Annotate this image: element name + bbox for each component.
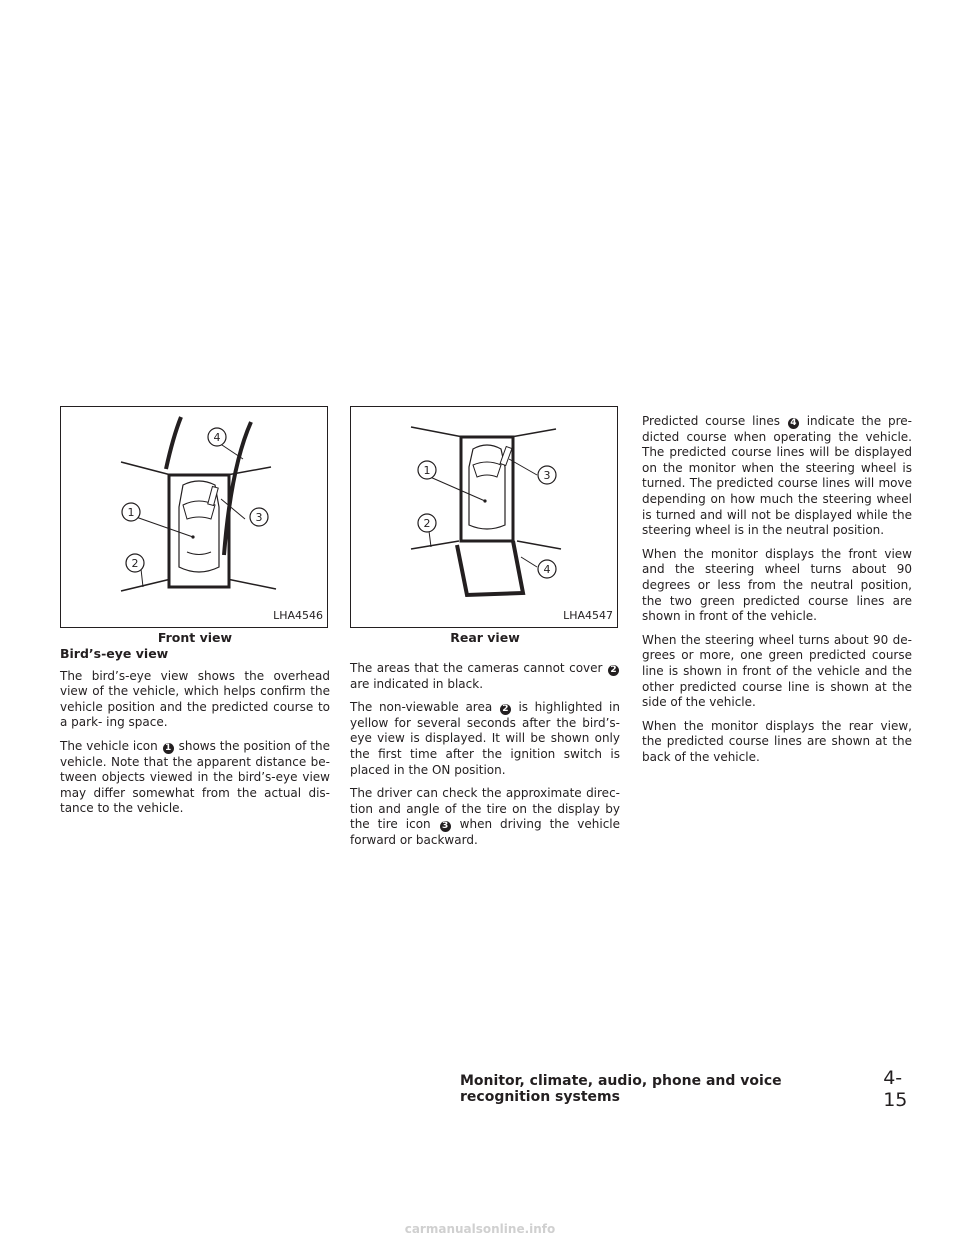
paragraph: When the steering wheel turns about 90 de- grees or more, one green predicted course line is shown in front of the vehicle and the other predicted course line is shown at the side of the vehicle. bbox=[642, 632, 912, 710]
text-run: Predicted course lines bbox=[642, 414, 781, 428]
callout-badge: 3 bbox=[440, 821, 451, 832]
callout-badge: 4 bbox=[788, 418, 799, 429]
figure-code: LHA4547 bbox=[563, 609, 613, 623]
column-2 bbox=[350, 406, 620, 857]
paragraph bbox=[642, 414, 912, 539]
paragraph bbox=[60, 739, 330, 817]
paragraph: When the monitor displays the rear view, the predicted course lines are shown at the back of the vehicle. bbox=[642, 718, 912, 764]
text-run: The vehicle icon bbox=[60, 738, 158, 753]
text-run: when driving the vehicle forward or backward. bbox=[350, 817, 621, 847]
callout-badge: 1 bbox=[163, 743, 174, 754]
figure-caption: Front view bbox=[157, 630, 233, 645]
rear-view-figure bbox=[350, 406, 618, 628]
callout-badge: 2 bbox=[608, 665, 619, 676]
text-run: The non-viewable area bbox=[350, 700, 493, 715]
callout-badge: 2 bbox=[500, 704, 511, 715]
front-callout-2: 2 bbox=[131, 557, 139, 570]
text-run: shows the position of the vehicle. Note that the apparent distance be- tween objects viewed in the bird’s-eye view may differ somewhat from the actual dis- tance to the vehicle. bbox=[60, 738, 330, 816]
paragraph: When the monitor displays the front view and the steering wheel turns about 90 degrees or less from the neutral position, the two green predicted course lines are shown in front of the vehicle. bbox=[642, 546, 912, 624]
text-run: are indicated in black. bbox=[350, 676, 484, 691]
front-view-diagram bbox=[61, 407, 327, 627]
section-title: Bird’s-eye view bbox=[60, 646, 169, 661]
paragraph bbox=[350, 700, 620, 778]
page-number: 4-15 bbox=[883, 1067, 908, 1111]
figure-code: LHA4546 bbox=[273, 609, 323, 623]
rear-callout-2: 2 bbox=[423, 517, 431, 530]
front-callout-3: 3 bbox=[255, 511, 263, 524]
paragraph bbox=[350, 786, 620, 848]
paragraph: The bird’s-eye view shows the overhead view of the vehicle, which helps confirm the vehicle position and the predicted course to a park- ing space. bbox=[60, 668, 330, 730]
rear-callout-1: 1 bbox=[423, 464, 431, 477]
front-callout-4: 4 bbox=[213, 431, 221, 444]
text-run: is highlighted in yellow for several seconds after the bird’s- eye view is displayed. It will be shown only the first time after the ignition switch is placed in the ON position. bbox=[350, 700, 620, 777]
text-run: indicate the pre- dicted course when operating the vehicle. The predicted course lines will be displayed on the monitor when the steering wheel is turned. The predicted course lines will move depending on how much the steering wheel is turned and will not be displayed while the steering wheel is in the neutral position. bbox=[642, 414, 912, 538]
page-footer bbox=[460, 1067, 920, 1111]
paragraph bbox=[350, 661, 620, 692]
rear-view-diagram bbox=[351, 407, 617, 627]
text-run: The driver can check the approximate direc- tion and angle of the tire on the display by the tire icon bbox=[350, 786, 620, 832]
column-3 bbox=[642, 414, 912, 773]
chapter-title: Monitor, climate, audio, phone and voice recognition systems bbox=[460, 1073, 782, 1105]
rear-callout-3: 3 bbox=[543, 469, 551, 482]
front-view-figure bbox=[60, 406, 328, 628]
front-callout-1: 1 bbox=[127, 506, 135, 519]
watermark: carmanualsonline.info bbox=[404, 1222, 556, 1236]
text-run: The areas that the cameras cannot cover bbox=[350, 661, 603, 675]
column-1 bbox=[60, 406, 330, 825]
figure-caption: Rear view bbox=[450, 630, 520, 645]
rear-callout-4: 4 bbox=[543, 563, 551, 576]
